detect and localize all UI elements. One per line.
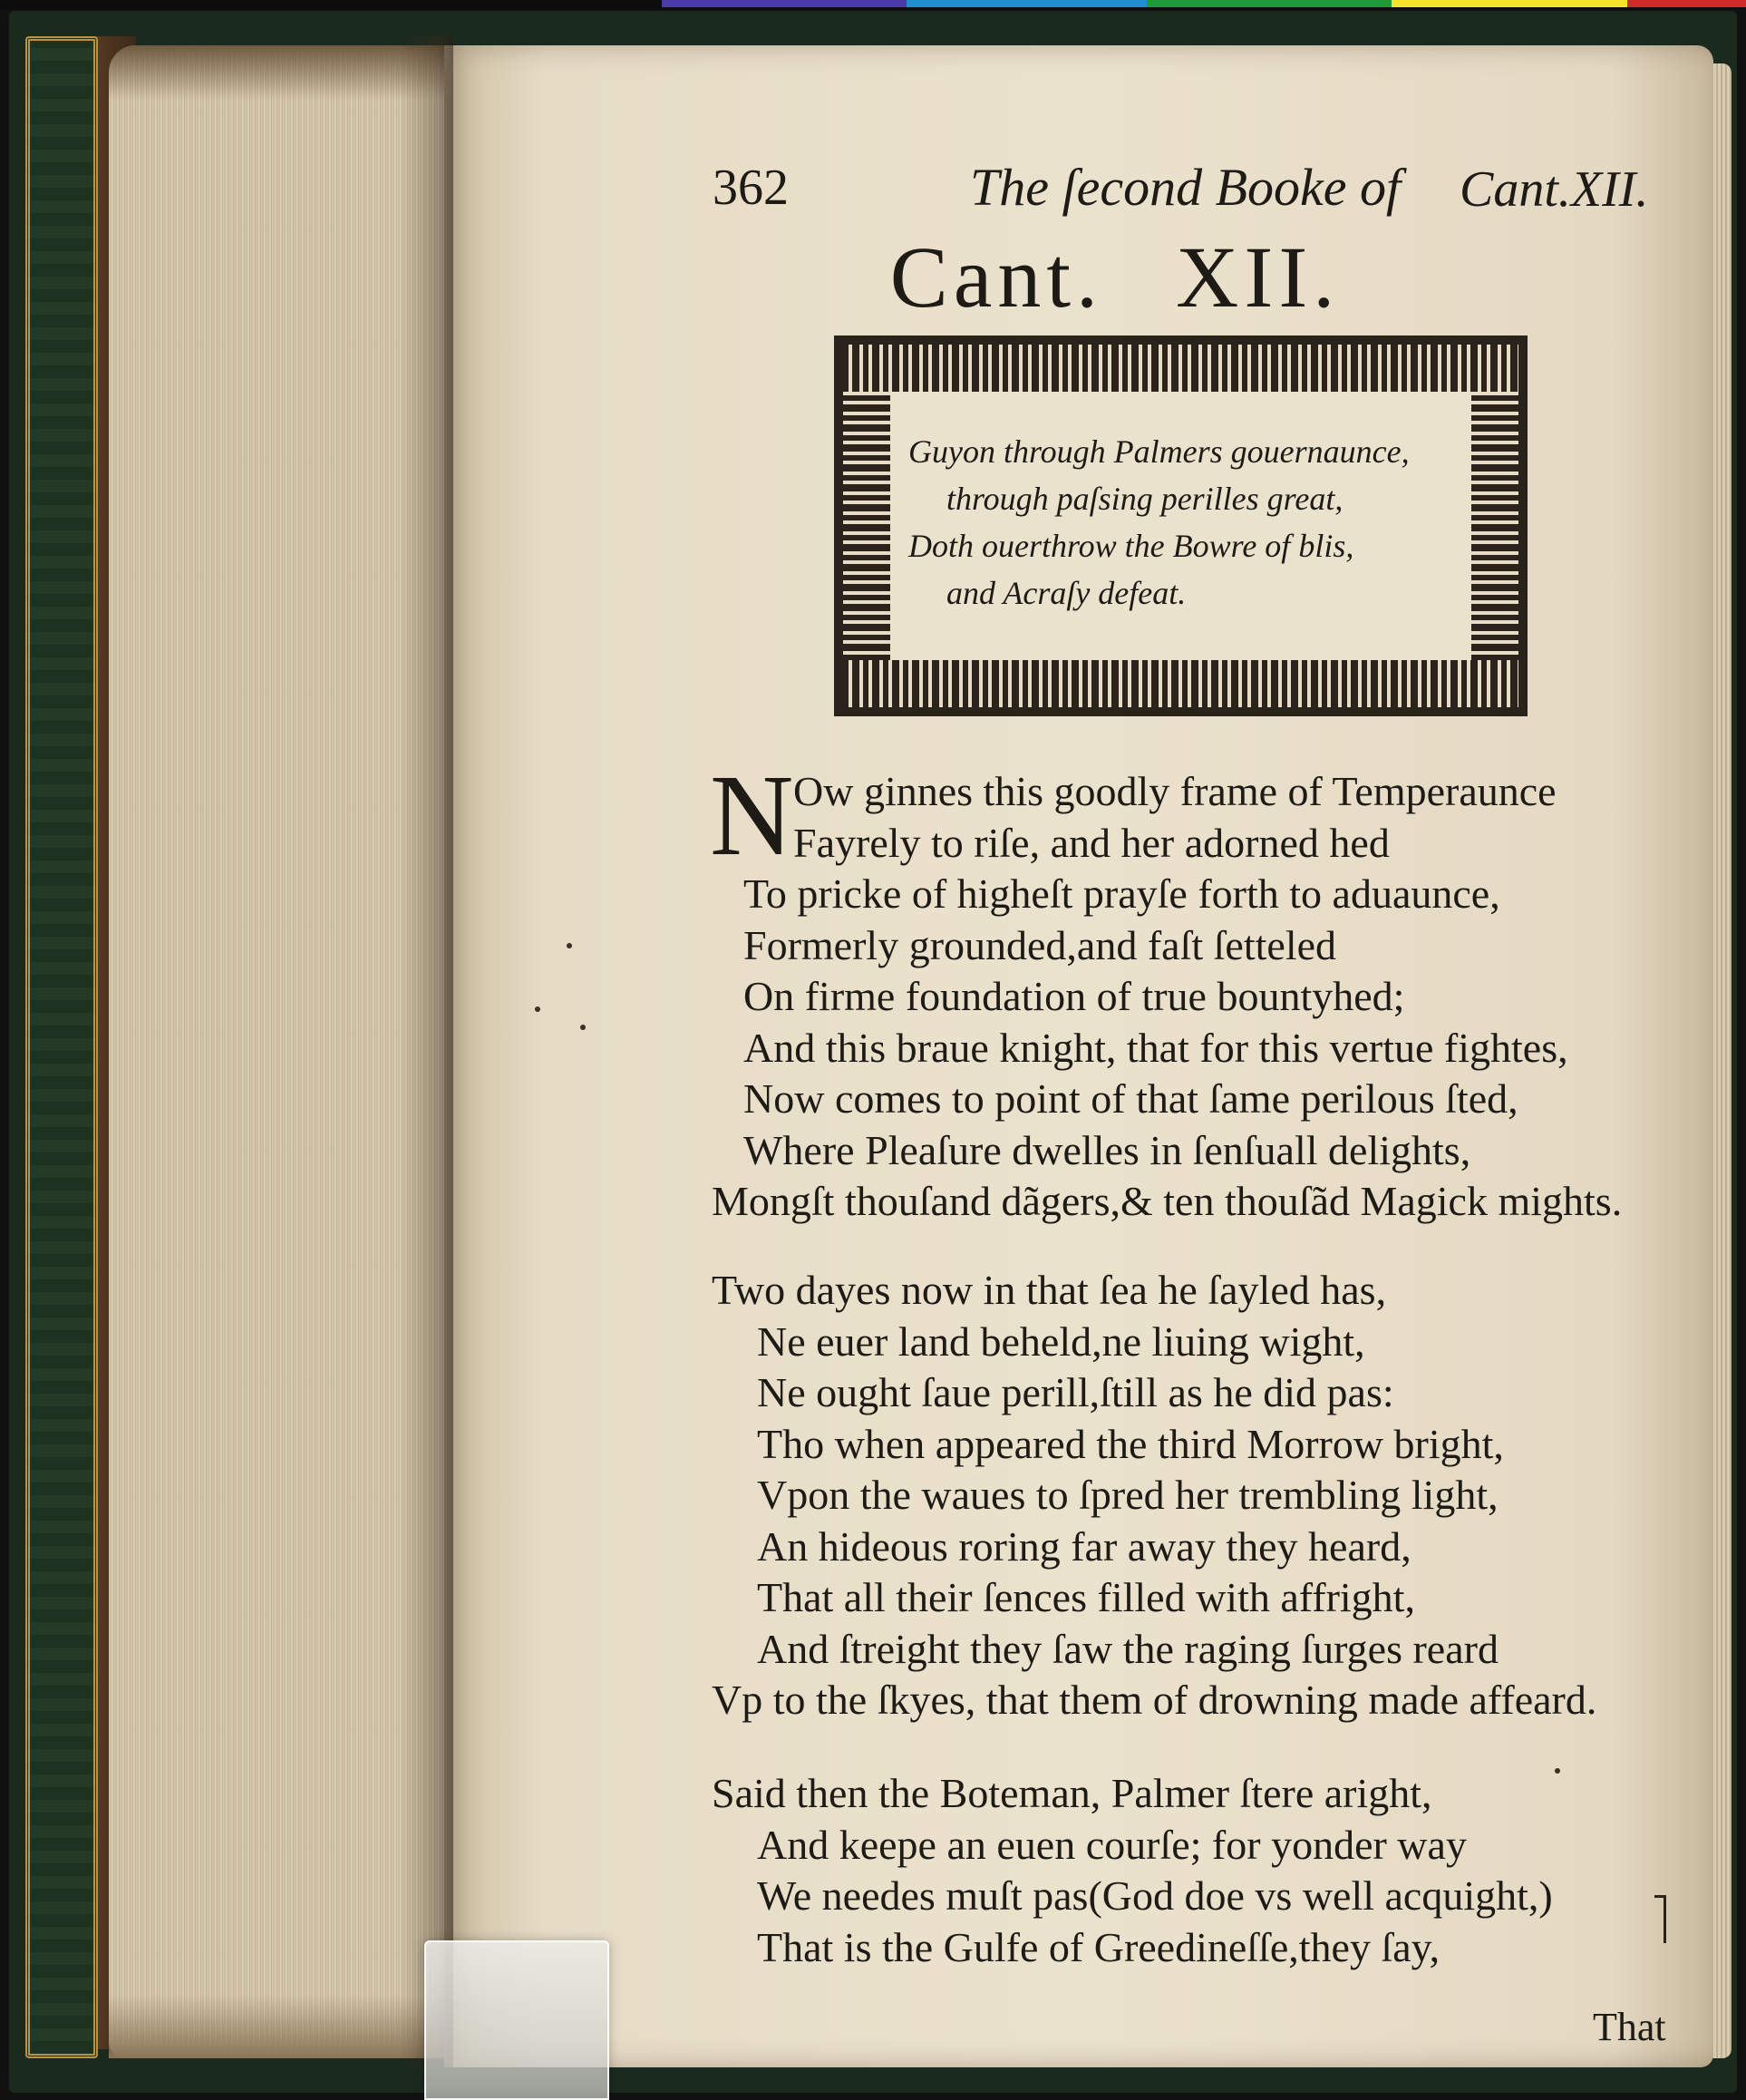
verse-line: Where Pleaſure dwelles in ſenſuall delights, — [743, 1126, 1471, 1173]
ink-speck — [580, 1025, 586, 1030]
verse-line: Ow ginnes this goodly frame of Temperaunce — [793, 768, 1557, 814]
argument-line: Guyon through Palmers gouernaunce, — [908, 433, 1410, 470]
verse-line: Vp to the ſkyes, that them of drowning made affeard. — [712, 1677, 1597, 1723]
argument-line: through paſsing perilles great, — [946, 481, 1343, 517]
canto-heading — [444, 227, 1713, 327]
catchword: That — [1593, 2005, 1666, 2049]
verse-line: Vpon the waues to ſpred her trembling light, — [757, 1472, 1499, 1518]
argument-ornamental-frame — [834, 335, 1528, 716]
ink-speck — [567, 943, 572, 948]
color-calibration-strip — [0, 0, 1746, 9]
running-title: The ſecond Booke of — [970, 158, 1402, 217]
drop-cap: N — [710, 751, 794, 880]
verse-line: An hideous roring far away they heard, — [757, 1522, 1411, 1570]
argument-line: Doth ouerthrow the Bowre of blis, — [908, 528, 1354, 564]
stanza-3 — [712, 1768, 1691, 1973]
verse-line: Ne euer land beheld,ne liuing wight, — [757, 1317, 1365, 1365]
frame-ornament-bottom — [843, 660, 1518, 707]
ink-speck — [1555, 1768, 1560, 1774]
verse-line: To pricke of higheſt prayſe forth to aduaunce, — [743, 870, 1500, 917]
verse-line: Fayrely to riſe, and her adorned hed — [793, 819, 1390, 866]
verse-line: On firme foundation of true bountyhed; — [743, 973, 1405, 1019]
verse-line: Tho when appeared the third Morrow bright, — [757, 1420, 1504, 1467]
argument-line: and Acraſy defeat. — [946, 575, 1187, 611]
ink-speck — [535, 1006, 540, 1012]
verse-line: That all their ſences filled with affright, — [757, 1574, 1415, 1620]
verse-line: Ne ought ſaue perill,ſtill as he did pas: — [757, 1369, 1394, 1415]
verse-line: Two dayes now in that ſea he ſayled has, — [712, 1267, 1387, 1313]
verse-line: Mongſt thouſand dãgers,& ten thouſãd Magick mights. — [712, 1178, 1623, 1224]
stanza-1 — [710, 751, 1691, 1228]
verse-line: Said then the Boteman, Palmer ſtere aright, — [712, 1770, 1432, 1816]
calibration-yellow — [1392, 0, 1627, 7]
gilt-border-decoration — [25, 36, 98, 2058]
stanza-2 — [712, 1265, 1691, 1726]
calibration-cyan — [907, 0, 1147, 7]
calibration-red — [1627, 0, 1746, 7]
running-canto: Cant.XII. — [1460, 161, 1649, 218]
page-edges-stack — [109, 45, 444, 2058]
page-number: 362 — [713, 160, 789, 216]
canto-number: XII. — [1176, 228, 1341, 326]
book-gutter-shadow — [399, 36, 453, 2067]
frame-ornament-top — [843, 345, 1518, 392]
verse-line: That is the Gulfe of Greedineſſe,they ſay, — [757, 1923, 1440, 1970]
verse-line: Formerly grounded,and faſt ſetteled — [743, 921, 1337, 968]
canto-label: Cant. — [889, 228, 1104, 326]
verse-line: And ſtreight they ſaw the raging ſurges reard — [757, 1625, 1499, 1672]
margin-bracket-mark — [1654, 1895, 1666, 1943]
verse-line: We needes muſt pas(God doe vs well acquight,) — [757, 1872, 1553, 1919]
verse-line: And this braue knight, that for this vertue fightes, — [743, 1024, 1568, 1071]
verse-line: And keepe an euen courſe; for yonder way — [757, 1821, 1467, 1868]
frame-ornament-right — [1471, 392, 1518, 660]
page-weight — [424, 1940, 609, 2100]
calibration-green — [1147, 0, 1392, 7]
verse-line: Now comes to point of that ſame perilous ſted, — [743, 1075, 1518, 1122]
book-page — [444, 45, 1713, 2067]
calibration-violet — [662, 0, 907, 7]
calibration-black — [0, 0, 662, 7]
frame-ornament-left — [843, 392, 890, 660]
argument-text — [890, 392, 1471, 660]
running-head — [444, 122, 1713, 222]
